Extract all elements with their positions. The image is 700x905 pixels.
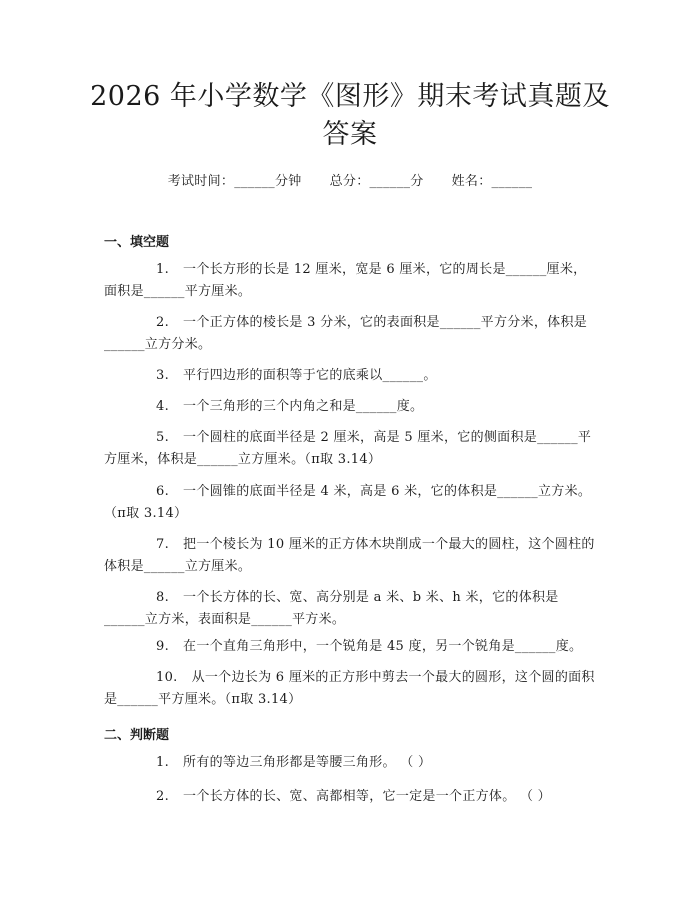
- question-number: 7.: [156, 537, 170, 552]
- question-text: 一个长方体的长、宽、高都相等，它一定是一个正方体。 （ ）: [183, 789, 551, 804]
- question-number: 2.: [156, 789, 170, 804]
- question-number: 5.: [156, 430, 170, 445]
- question-item: [104, 259, 598, 303]
- question-item: [104, 667, 598, 711]
- question-item: [104, 365, 598, 387]
- section-heading-fill: 一、填空题: [104, 235, 170, 250]
- question-number: 4.: [156, 399, 170, 414]
- question-item: [104, 312, 598, 356]
- page-title: 2026 年小学数学《图形》期末考试真题及答案: [90, 81, 610, 150]
- question-item: [104, 481, 598, 525]
- question-number: 9.: [156, 639, 170, 654]
- question-item: [104, 587, 598, 631]
- question-text: 一个正方体的棱长是 3 分米，它的表面积是______平方分米，体积是______立方分米。: [104, 315, 588, 352]
- question-text: 从一个边长为 6 厘米的正方形中剪去一个最大的圆形，这个圆的面积是______平方厘米。（π取 3.14）: [104, 670, 595, 707]
- question-item: [104, 534, 598, 578]
- question-number: 1.: [156, 755, 170, 770]
- exam-meta: [0, 170, 700, 189]
- section-heading-judge: 二、判断题: [104, 728, 170, 743]
- question-text: 平行四边形的面积等于它的底乘以______。: [183, 368, 437, 383]
- question-text: 在一个直角三角形中，一个锐角是 45 度，另一个锐角是______度。: [183, 639, 583, 654]
- question-item: [104, 636, 598, 658]
- question-item: [104, 752, 598, 774]
- total-score-field: 总分：______分: [329, 174, 424, 189]
- question-item: [104, 396, 598, 418]
- question-text: 一个三角形的三个内角之和是______度。: [183, 399, 424, 414]
- question-number: 3.: [156, 368, 170, 383]
- question-text: 所有的等边三角形都是等腰三角形。 （ ）: [183, 755, 432, 770]
- question-number: 8.: [156, 590, 170, 605]
- question-text: 一个圆锥的底面半径是 4 米，高是 6 米，它的体积是______立方米。（π取 3.14）: [104, 484, 592, 521]
- question-text: 一个长方形的长是 12 厘米，宽是 6 厘米，它的周长是______厘米，面积是______平方厘米。: [104, 262, 587, 299]
- name-field: 姓名：______: [451, 174, 533, 189]
- question-text: 一个圆柱的底面半径是 2 厘米，高是 5 厘米，它的侧面积是______平方厘米，体积是______立方厘米。（π取 3.14）: [104, 430, 592, 467]
- question-item: [104, 427, 598, 471]
- question-text: 一个长方体的长、宽、高分别是 a 米、b 米、h 米，它的体积是______立方米，表面积是______平方米。: [104, 590, 559, 627]
- question-number: 2.: [156, 315, 170, 330]
- exam-time-field: 考试时间：______分钟: [167, 174, 302, 189]
- question-number: 1.: [156, 262, 170, 277]
- question-number: 6.: [156, 484, 170, 499]
- question-item: [104, 786, 598, 808]
- question-number: 10.: [156, 670, 178, 685]
- question-text: 把一个棱长为 10 厘米的正方体木块削成一个最大的圆柱，这个圆柱的体积是______立方厘米。: [104, 537, 595, 574]
